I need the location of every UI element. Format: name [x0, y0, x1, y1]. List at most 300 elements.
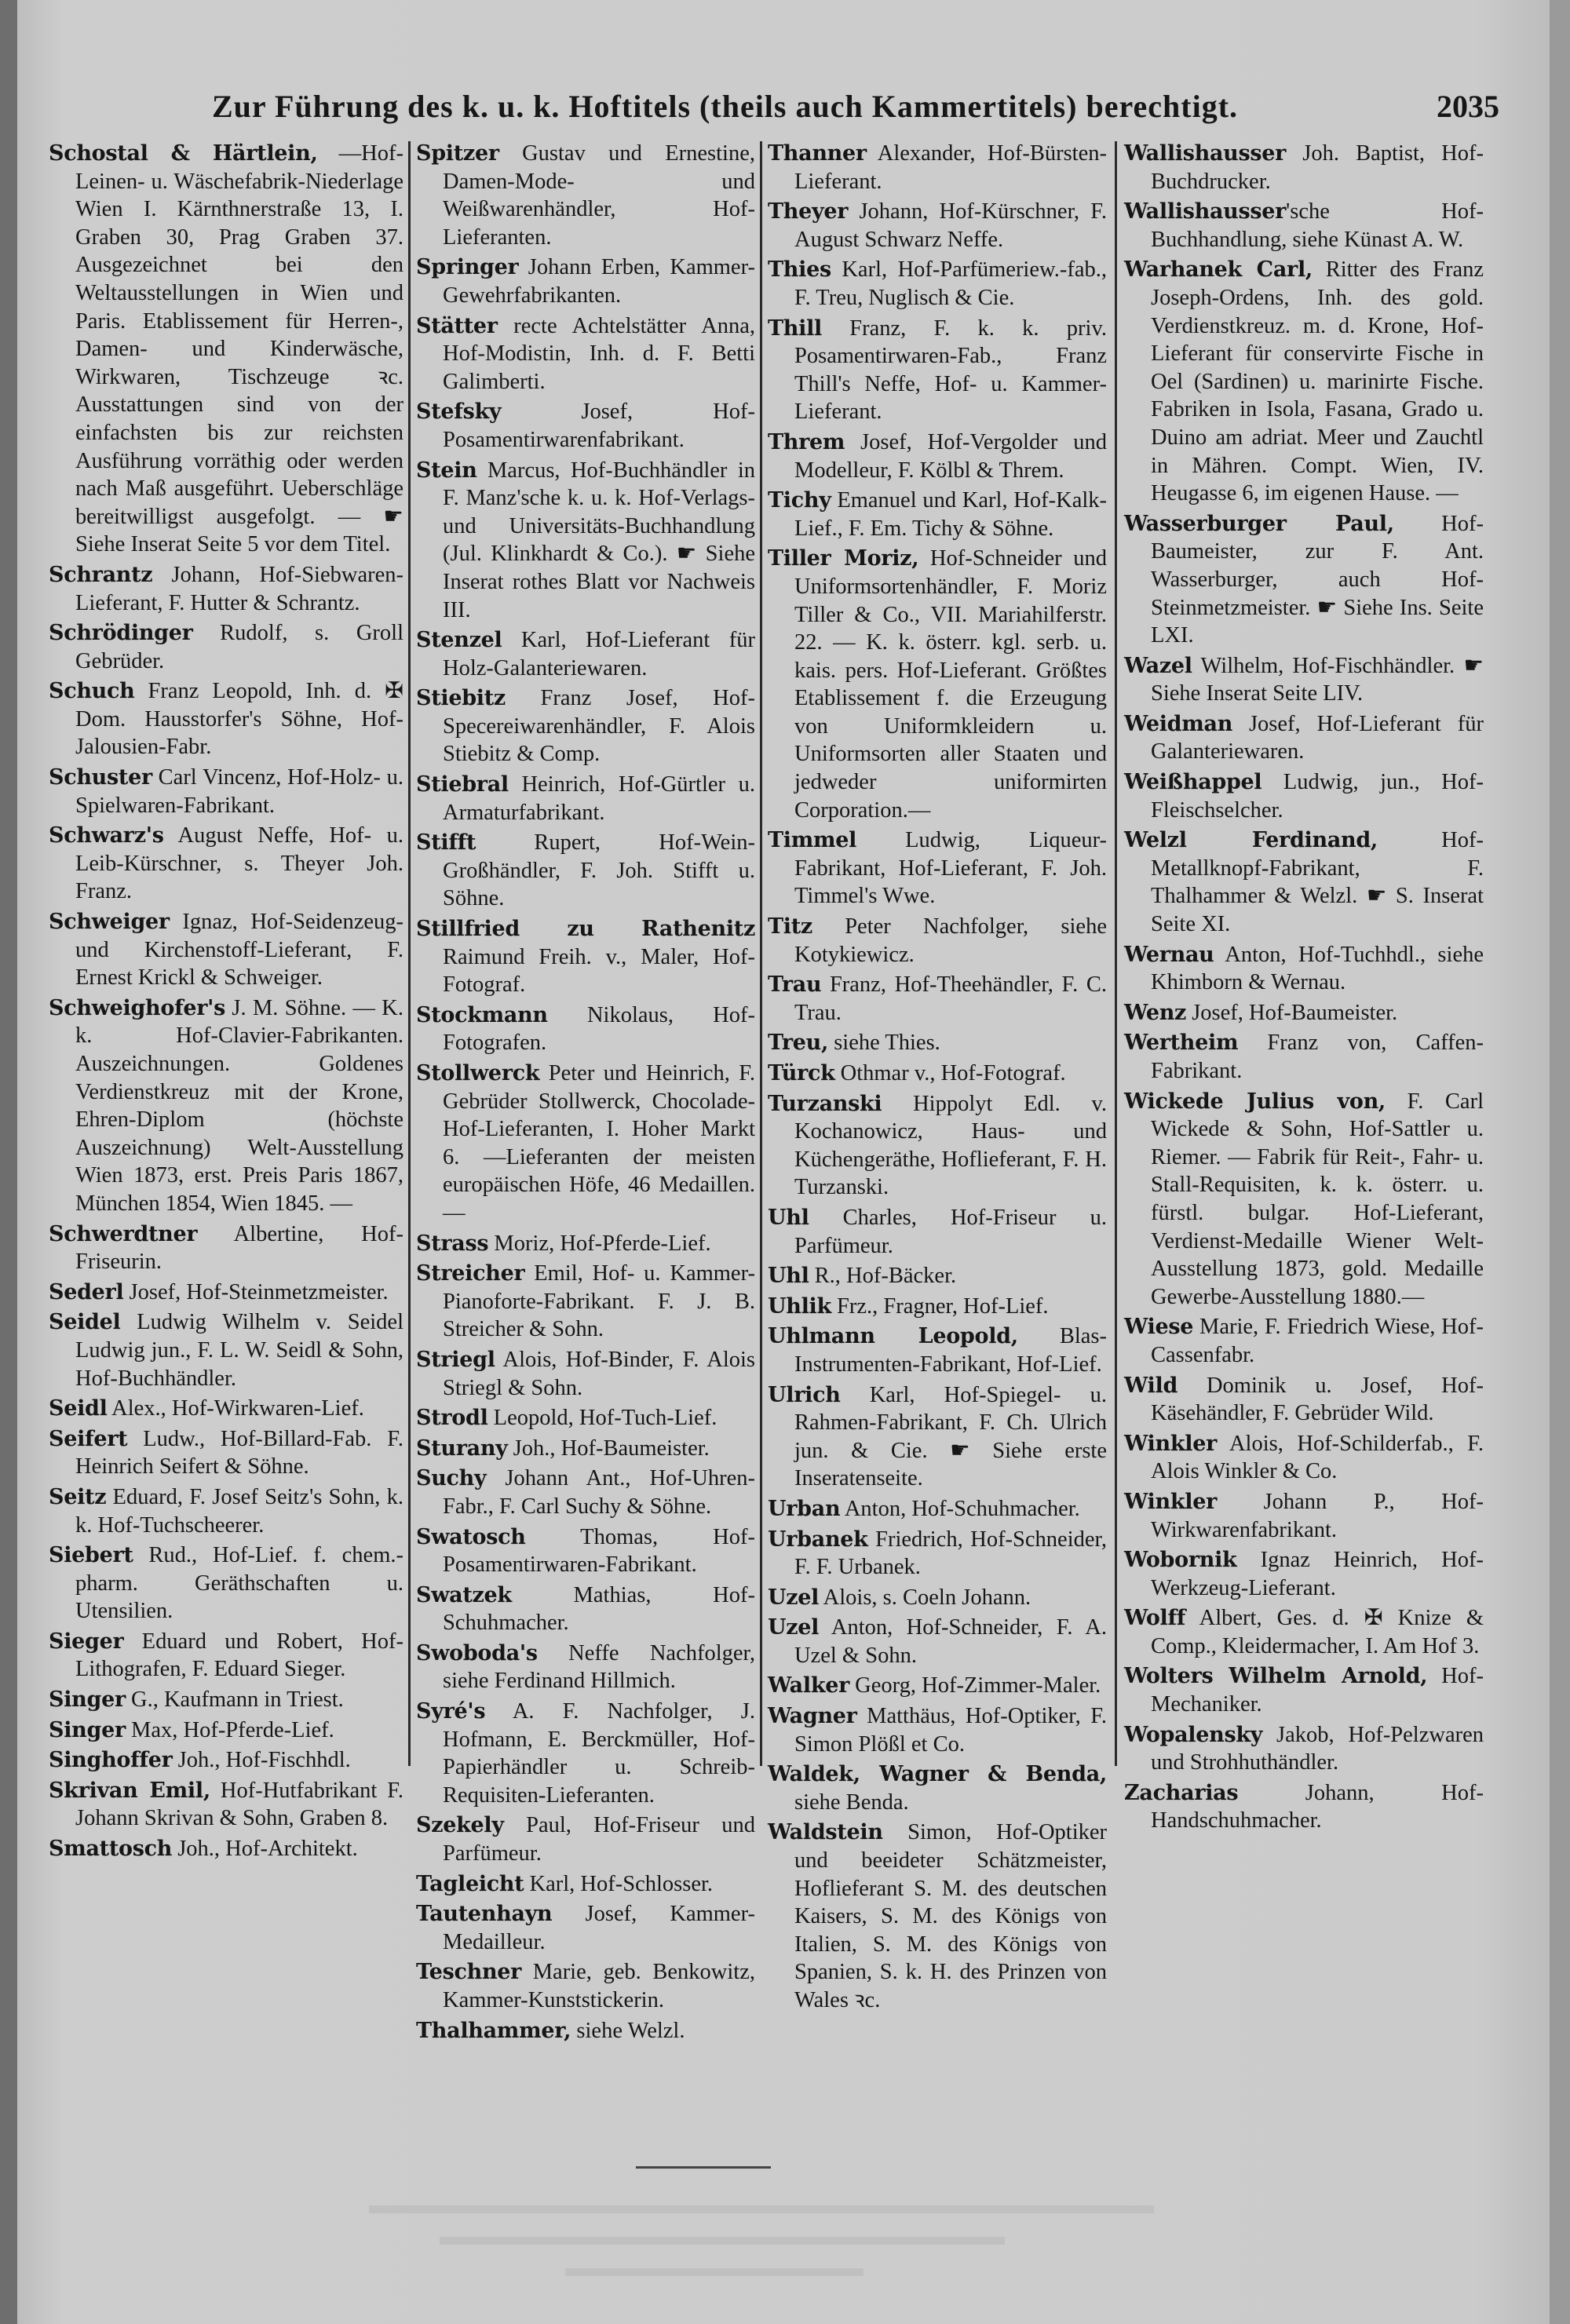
entry-name: Stätter — [416, 313, 498, 338]
entry-text: —Hof-Leinen- u. Wäschefabrik-Niederlage Wien I. Kärnthnerstraße 13, I. Graben 30, Prag Graben 37. Ausgezeichnet bei den Weltausstellungen in Wien und Paris. Etablissement für Herren-, Damen- und Kinderwäsche, Wirkwaren, Tischzeuge ꝛc. Ausstattungen sind von der einfachsten bis zur reichsten Ausführung vorräthig oder werden nach Maß ausgeführt. Ueberschläge bereitwilligst ausgefolgt. — ☛ Siehe Inserat Seite 5 vor dem Titel. — [75, 141, 403, 557]
entry-name: Uzel — [768, 1615, 820, 1640]
entry-text: August Neffe, Hof- u. Leib-Kürschner, s. Theyer Joh. Franz. — [75, 823, 403, 904]
entry-name: Tautenhayn — [416, 1902, 553, 1927]
directory-entry — [1124, 652, 1484, 708]
entry-name: Titz — [768, 914, 812, 939]
entry-text: Johann, Hof-Handschuhmacher. — [1151, 1780, 1484, 1833]
entry-text: Jakob, Hof-Pelzwaren und Strohhuthändler. — [1151, 1722, 1484, 1775]
directory-entry — [416, 1230, 755, 1258]
directory-entry — [416, 1260, 755, 1344]
directory-entry — [768, 1495, 1107, 1523]
entry-text: Friedrich, Hof-Schneider, F. F. Urbanek. — [794, 1527, 1107, 1580]
entry-name: Wenz — [1124, 1000, 1187, 1025]
directory-entry — [416, 829, 755, 913]
scan-edge-left — [0, 0, 19, 2324]
directory-entry — [416, 1060, 755, 1228]
entry-name: Streicher — [416, 1261, 525, 1286]
directory-entry — [768, 429, 1107, 484]
directory-entry — [416, 312, 755, 396]
directory-entry — [1124, 941, 1484, 997]
entry-text: Paul, Hof-Friseur und Parfümeur. — [443, 1813, 755, 1866]
entry-text: Marie, geb. Benkowitz, Kammer-Kunststickerin. — [443, 1960, 755, 2012]
entry-text: Peter Nachfolger, siehe Kotykiewicz. — [794, 914, 1107, 967]
entry-text: Max, Hof-Pferde-Lief. — [125, 1717, 334, 1742]
directory-entry — [49, 1746, 403, 1775]
directory-entry — [768, 1029, 1107, 1057]
entry-text: Johann, Hof-Kürschner, F. August Schwarz Neffe. — [794, 199, 1107, 252]
directory-entry — [768, 1323, 1107, 1378]
entry-text: Hof-Schneider und Uniformsortenhändler, F. Moriz Tiller & Co., VII. Mariahilferstr. 22. — K. k. österr. kgl. serb. u. kais. pers. Hof-Lieferant. Größtes Etablissement f. die Erzeugung von Uniformkleidern u. Uniformsorten aller Staaten und jedweder uniformirten Corporation.— — [794, 546, 1107, 823]
directory-entry — [768, 487, 1107, 542]
entry-name: Swatosch — [416, 1524, 526, 1549]
entry-text: Marcus, Hof-Buchhändler in F. Manz'sche k. u. k. Hof-Verlags- und Universitäts-Buchhandlung (Jul. Klinkhardt & Co.). ☛ Siehe Inserat rothes Blatt vor Nachweis III. — [443, 458, 755, 622]
bleed-through-line — [565, 2268, 864, 2276]
entry-name: Seidel — [49, 1310, 121, 1335]
directory-entry — [416, 1523, 755, 1579]
entry-text: Josef, Hof-Steinmetzmeister. — [123, 1279, 389, 1304]
entry-name: Schostal & Härtlein, — [49, 141, 318, 166]
entry-text: Marie, F. Friedrich Wiese, Hof-Cassenfabr. — [1151, 1315, 1484, 1367]
entry-name: Wernau — [1124, 942, 1214, 967]
entry-name: Uhl — [768, 1264, 809, 1289]
entry-text: Ignaz Heinrich, Hof-Werkzeug-Lieferant. — [1151, 1548, 1484, 1600]
entry-name: Stein — [416, 458, 477, 483]
entry-name: Springer — [416, 255, 519, 280]
entry-text: Ignaz, Hof-Seidenzeug- und Kirchenstoff-Lieferant, F. Ernest Krickl & Schweiger. — [75, 910, 403, 991]
entry-text: Hippolyt Edl. v. Kochanowicz, Haus- und Küchengeräthe, Hoflieferant, F. H. Turzanski. — [794, 1091, 1107, 1200]
entry-text: Neffe Nachfolger, siehe Ferdinand Hillmich. — [443, 1640, 755, 1694]
entry-name: Strodl — [416, 1406, 488, 1431]
entry-name: Schweiger — [49, 910, 170, 935]
entry-text: Othmar v., Hof-Fotograf. — [834, 1061, 1066, 1085]
directory-entry — [1124, 1779, 1484, 1835]
directory-entry — [416, 684, 755, 768]
entry-name: Stifft — [416, 830, 476, 856]
entry-name: Threm — [768, 429, 845, 454]
entry-text: Ludw., Hof-Billard-Fab. F. Heinrich Seifert & Söhne. — [75, 1426, 403, 1479]
entry-name: Swatzek — [416, 1582, 512, 1607]
entry-name: Wertheim — [1124, 1031, 1239, 1056]
directory-entry — [1124, 1088, 1484, 1312]
header-title: Zur Führung des k. u. k. Hoftitels (theils auch Kammertitels) berechtigt. — [212, 89, 1239, 124]
column-3 — [768, 140, 1107, 2017]
directory-entry — [416, 1001, 755, 1057]
entry-text: Franz, Hof-Theehändler, F. C. Trau. — [794, 972, 1107, 1025]
entry-text: Johann P., Hof-Wirkwarenfabrikant. — [1151, 1489, 1484, 1542]
entry-text: Franz von, Caffen-Fabrikant. — [1151, 1031, 1484, 1083]
directory-entry — [49, 1279, 403, 1307]
entry-name: Striegl — [416, 1347, 495, 1372]
entry-text: Anton, Hof-Schuhmacher. — [840, 1496, 1080, 1521]
directory-entry — [768, 140, 1107, 195]
entry-name: Stiebitz — [416, 686, 506, 711]
bleed-through-line — [440, 2237, 1005, 2245]
directory-entry — [49, 822, 403, 906]
entry-text: Franz Leopold, Inh. d. ✠ Dom. Hausstorfer's Söhne, Hof-Jalousien-Fabr. — [75, 679, 403, 760]
entry-text: Ritter des Franz Joseph-Ordens, Inh. des gold. Verdienstkreuz. m. d. Krone, Hof-Lieferant für conservirte Fische in Oel (Sardinen) u. marinirte Fische. Fabriken in Isola, Fasana, Grado u. Duino am adriat. Meer und Zauchtl in Mähren. Compt. Wien, IV. Heugasse 6, im eigenen Hause. — — [1151, 257, 1484, 506]
entry-text: Mathias, Hof-Schuhmacher. — [443, 1582, 755, 1636]
entry-name: Wagner — [768, 1704, 857, 1729]
entry-name: Schuster — [49, 765, 152, 790]
entry-name: Weidman — [1124, 711, 1233, 736]
entry-text: siehe Thies. — [828, 1031, 940, 1056]
entry-text: Josef, Hof-Lieferant für Galanteriewaren. — [1151, 711, 1484, 764]
entry-text: Wilhelm, Hof-Fischhändler. ☛ Siehe Inserat Seite LIV. — [1151, 653, 1484, 706]
directory-entry — [768, 913, 1107, 969]
entry-text: Ludwig, jun., Hof-Fleischselcher. — [1151, 770, 1484, 823]
entry-name: Stiebral — [416, 772, 509, 797]
directory-entry — [768, 1293, 1107, 1321]
column-rule — [408, 141, 411, 1766]
entry-name: Sieger — [49, 1629, 124, 1654]
entry-name: Uzel — [768, 1585, 820, 1610]
entry-name: Skrivan Emil, — [49, 1778, 210, 1803]
directory-entry — [768, 256, 1107, 312]
directory-entry — [768, 1672, 1107, 1700]
directory-entry — [416, 1900, 755, 1956]
entry-name: Wobornik — [1124, 1548, 1237, 1573]
directory-entry — [1124, 1029, 1484, 1085]
directory-entry — [768, 1819, 1107, 2014]
end-rule — [636, 2166, 771, 2169]
directory-entry — [416, 1404, 755, 1432]
directory-entry — [1124, 1721, 1484, 1777]
entry-text: Karl, Hof-Parfümeriew.-fab., F. Treu, Nuglisch & Cie. — [794, 257, 1107, 310]
entry-text: Charles, Hof-Friseur u. Parfümeur. — [794, 1205, 1107, 1258]
directory-entry — [1124, 826, 1484, 938]
entry-text: Emanuel und Karl, Hof-Kalk-Lief., F. Em. Tichy & Söhne. — [794, 488, 1107, 541]
directory-entry — [49, 994, 403, 1218]
entry-name: Zacharias — [1124, 1780, 1239, 1805]
entry-text: Franz, F. k. k. priv. Posamentirwaren-Fab., Franz Thill's Neffe, Hof- u. Kammer-Lieferant. — [794, 316, 1107, 425]
entry-name: Stefsky — [416, 399, 502, 425]
directory-entry — [49, 1717, 403, 1745]
directory-entry — [416, 1870, 755, 1899]
entry-text: Hof-Hutfabrikant F. Johann Skrivan & Sohn, Graben 8. — [75, 1778, 403, 1831]
entry-text: siehe Benda. — [794, 1790, 909, 1815]
entry-text: Karl, Hof-Lieferant für Holz-Galanteriewaren. — [443, 628, 755, 680]
entry-text: Nikolaus, Hof-Fotografen. — [443, 1002, 755, 1056]
entry-text: Franz Josef, Hof-Specereiwarenhändler, F. Alois Stiebitz & Comp. — [443, 686, 755, 767]
entry-name: Ulrich — [768, 1382, 841, 1407]
entry-name: Wallishausser — [1124, 199, 1287, 224]
entry-text: Joh., Hof-Fischhdl. — [172, 1748, 351, 1773]
entry-name: Urban — [768, 1496, 841, 1521]
entry-text: Johann, Hof-Siebwaren-Lieferant, F. Hutter & Schrantz. — [75, 562, 403, 615]
entry-text: G., Kaufmann in Triest. — [125, 1687, 344, 1713]
entry-text: Dominik u. Josef, Hof-Käsehändler, F. Gebrüder Wild. — [1151, 1373, 1484, 1426]
entry-text: Karl, Hof-Schlosser. — [524, 1871, 714, 1896]
entry-text: Matthäus, Hof-Optiker, F. Simon Plößl et Co. — [794, 1704, 1107, 1757]
entry-text: Moriz, Hof-Pferde-Lief. — [488, 1231, 711, 1256]
entry-name: Wolters Wilhelm Arnold, — [1124, 1664, 1428, 1689]
directory-entry — [416, 1465, 755, 1520]
entry-name: Theyer — [768, 199, 849, 224]
entry-text: Anton, Hof-Schneider, F. A. Uzel & Sohn. — [794, 1615, 1107, 1668]
entry-name: Urbanek — [768, 1527, 868, 1552]
entry-text: Raimund Freih. v., Maler, Hof-Fotograf. — [443, 944, 755, 998]
directory-entry — [768, 826, 1107, 910]
directory-entry — [416, 771, 755, 826]
entry-text: Eduard und Robert, Hof-Lithografen, F. Eduard Sieger. — [75, 1629, 403, 1682]
entry-name: Stollwerck — [416, 1061, 540, 1085]
directory-entry — [1124, 140, 1484, 195]
directory-entry — [1124, 1662, 1484, 1718]
entry-name: Wickede Julius von, — [1124, 1089, 1386, 1114]
directory-entry — [768, 1090, 1107, 1202]
entry-name: Szekely — [416, 1813, 504, 1838]
column-rule — [1115, 141, 1117, 1766]
directory-entry — [49, 764, 403, 819]
entry-text: Alois, Hof-Schilderfab., F. Alois Winkler & Co. — [1151, 1431, 1484, 1484]
entry-name: Suchy — [416, 1466, 487, 1491]
entry-text: 'sche Hof-Buchhandlung, siehe Künast A. W. — [1151, 199, 1484, 252]
directory-entry — [416, 1582, 755, 1637]
entry-name: Türck — [768, 1061, 835, 1085]
entry-text: Albert, Ges. d. ✠ Knize & Comp., Kleidermacher, I. Am Hof 3. — [1151, 1606, 1484, 1658]
directory-entry — [416, 1698, 755, 1809]
directory-entry — [416, 915, 755, 999]
directory-entry — [1124, 198, 1484, 254]
directory-entry — [768, 1060, 1107, 1088]
directory-entry — [49, 1395, 403, 1423]
entry-name: Singer — [49, 1687, 126, 1713]
entry-text: Hof-Baumeister, zur F. Ant. Wasserburger, auch Hof-Steinmetzmeister. ☛ Siehe Ins. Seite LXI. — [1151, 511, 1484, 648]
entry-name: Wiese — [1124, 1315, 1194, 1340]
directory-entry — [768, 198, 1107, 254]
entry-text: Anton, Hof-Tuchhdl., siehe Khimborn & Wernau. — [1151, 942, 1484, 995]
entry-name: Waldstein — [768, 1820, 883, 1845]
entry-name: Treu, — [768, 1031, 829, 1056]
directory-entry — [768, 315, 1107, 426]
entry-text: Carl Vincenz, Hof-Holz- u. Spielwaren-Fabrikant. — [75, 765, 403, 818]
entry-name: Sederl — [49, 1279, 124, 1304]
entry-name: Thanner — [768, 141, 867, 166]
entry-name: Tiller Moriz, — [768, 546, 919, 571]
entry-name: Wazel — [1124, 653, 1192, 678]
column-4 — [1124, 140, 1484, 1837]
entry-name: Spitzer — [416, 141, 499, 166]
directory-entry — [1124, 1372, 1484, 1428]
directory-entry — [49, 1541, 403, 1625]
directory-entry — [768, 1760, 1107, 1816]
directory-entry — [416, 140, 755, 251]
entry-text: recte Achtelstätter Anna, Hof-Modistin, Inh. d. F. Betti Galimberti. — [443, 313, 755, 394]
directory-entry — [49, 1425, 403, 1481]
entry-name: Stillfried zu Rathenitz — [416, 917, 755, 942]
directory-entry — [1124, 1488, 1484, 1544]
entry-text: Ludwig Wilhelm v. Seidel Ludwig jun., F. L. W. Seidl & Sohn, Hof-Buchhändler. — [75, 1310, 403, 1391]
entry-name: Singer — [49, 1717, 126, 1742]
directory-entry — [49, 1777, 403, 1833]
directory-entry — [1124, 1546, 1484, 1602]
entry-text: Eduard, F. Josef Seitz's Sohn, k. k. Hof-Tuchscheerer. — [75, 1484, 403, 1538]
entry-text: Hof-Mechaniker. — [1151, 1664, 1484, 1717]
scan-edge-right — [1550, 0, 1570, 2324]
directory-entry — [49, 1628, 403, 1684]
directory-entry — [768, 1204, 1107, 1260]
entry-name: Wallishausser — [1124, 141, 1287, 166]
entry-text: Leopold, Hof-Tuch-Lief. — [487, 1406, 717, 1431]
entry-name: Tagleicht — [416, 1871, 524, 1896]
entry-name: Seitz — [49, 1484, 107, 1509]
entry-name: Winkler — [1124, 1431, 1218, 1456]
running-header — [212, 88, 1499, 127]
entry-text: Simon, Hof-Optiker und beeideter Schätzmeister, Hoflieferant S. M. des deutschen Kaisers, S. M. des Königs von Italien, S. M. des Königs von Spanien, S. k. H. des Prinzen von Wales ꝛc. — [794, 1820, 1107, 2012]
directory-entry — [768, 1702, 1107, 1758]
directory-entry — [1124, 1313, 1484, 1369]
entry-text: Alois, Hof-Binder, F. Alois Striegl & Sohn. — [443, 1347, 755, 1400]
directory-entry — [1124, 999, 1484, 1027]
entry-name: Tichy — [768, 488, 831, 513]
entry-name: Turzanski — [768, 1091, 882, 1116]
entry-name: Wopalensky — [1124, 1722, 1263, 1747]
entry-text: Joh. Baptist, Hof-Buchdrucker. — [1151, 141, 1484, 194]
column-1 — [49, 140, 403, 1866]
directory-entry — [49, 1220, 403, 1276]
entry-name: Stenzel — [416, 628, 502, 653]
entry-text: Alex., Hof-Wirkwaren-Lief. — [107, 1396, 364, 1421]
entry-name: Weißhappel — [1124, 770, 1262, 795]
directory-entry — [49, 1835, 403, 1863]
directory-entry — [1124, 768, 1484, 824]
entry-name: Thill — [768, 316, 822, 341]
directory-entry — [416, 2017, 755, 2045]
entry-name: Schuch — [49, 679, 135, 704]
entry-text: Josef, Kammer-Medailleur. — [443, 1902, 755, 1954]
entry-name: Wild — [1124, 1373, 1178, 1398]
entry-text: Gustav und Ernestine, Damen-Mode- und Weißwarenhändler, Hof-Lieferanten. — [443, 141, 755, 250]
entry-name: Schweighofer's — [49, 995, 226, 1020]
entry-name: Waldek, Wagner & Benda, — [768, 1762, 1107, 1787]
entry-text: Josef, Hof-Vergolder und Modelleur, F. Kölbl & Threm. — [794, 429, 1107, 483]
directory-entry — [768, 1614, 1107, 1669]
directory-entry — [49, 908, 403, 992]
entry-text: Josef, Hof-Baumeister. — [1186, 1000, 1398, 1025]
entry-name: Swoboda's — [416, 1640, 538, 1665]
entry-name: Timmel — [768, 828, 857, 853]
column-rule — [760, 141, 762, 1766]
entry-name: Singhoffer — [49, 1748, 173, 1773]
directory-entry — [768, 1584, 1107, 1612]
directory-entry — [768, 1526, 1107, 1582]
entry-text: Joh., Hof-Baumeister. — [507, 1436, 710, 1461]
entry-name: Thalhammer, — [416, 2018, 571, 2043]
entry-text: Johann Ant., Hof-Uhren-Fabr., F. Carl Suchy & Söhne. — [443, 1466, 755, 1519]
directory-entry — [416, 1958, 755, 2014]
column-2 — [416, 140, 755, 2047]
entry-name: Schwerdtner — [49, 1221, 198, 1246]
entry-name: Syré's — [416, 1699, 486, 1724]
directory-entry — [416, 457, 755, 625]
directory-entry — [49, 140, 403, 559]
entry-text: R., Hof-Bäcker. — [809, 1264, 957, 1289]
entry-name: Uhlmann Leopold, — [768, 1324, 1018, 1349]
entry-text: Alexander, Hof-Bürsten-Lieferant. — [794, 141, 1107, 194]
directory-entry — [416, 1346, 755, 1402]
entry-text: Emil, Hof- u. Kammer-Pianoforte-Fabrikant. F. J. B. Streicher & Sohn. — [443, 1261, 755, 1342]
directory-entry — [1124, 1604, 1484, 1660]
page-number: 2035 — [1437, 89, 1499, 124]
directory-entry — [416, 398, 755, 454]
entry-name: Wolff — [1124, 1606, 1186, 1631]
entry-name: Walker — [768, 1673, 850, 1698]
entry-text: Peter und Heinrich, F. Gebrüder Stollwerck, Chocolade-Hof-Lieferanten, I. Hoher Markt 6. —Lieferanten der meisten europäischen Höfe, 46 Medaillen.— — [443, 1061, 755, 1225]
entry-name: Schrödinger — [49, 621, 193, 646]
entry-text: A. F. Nachfolger, J. Hofmann, E. Berckmüller, Hof-Papierhändler u. Schreib-Requisiten-Lieferanten. — [443, 1699, 755, 1808]
entry-text: Thomas, Hof-Posamentirwaren-Fabrikant. — [443, 1524, 755, 1578]
entry-text: Joh., Hof-Architekt. — [172, 1837, 358, 1862]
entry-name: Siebert — [49, 1543, 133, 1568]
entry-name: Seifert — [49, 1426, 128, 1451]
entry-text: Rud., Hof-Lief. f. chem.-pharm. Geräthschaften u. Utensilien. — [75, 1543, 403, 1624]
entry-name: Uhlik — [768, 1293, 831, 1319]
directory-entry — [49, 619, 403, 675]
entry-text: siehe Welzl. — [571, 2018, 685, 2043]
entry-text: F. Carl Wickede & Sohn, Hof-Sattler u. Riemer. — Fabrik für Reit-, Fahr- u. Stall-Requisiten, k. k. österr. u. fürstl. bulgar. Hof-Lieferant, Verdienst-Medaille Wiener Welt-Ausstellung 1873, gold. Medaille Gewerbe-Ausstellung 1880.— — [1151, 1089, 1484, 1309]
entry-name: Sturany — [416, 1436, 508, 1461]
entry-name: Teschner — [416, 1960, 522, 1985]
entry-text: Alois, s. Coeln Johann. — [819, 1585, 1031, 1610]
entry-text: Heinrich, Hof-Gürtler u. Armaturfabrikant. — [443, 772, 755, 825]
entry-text: Blas-Instrumenten-Fabrikant, Hof-Lief. — [794, 1324, 1107, 1377]
entry-text: J. M. Söhne. — K. k. Hof-Clavier-Fabrikanten. Auszeichnungen. Goldenes Verdienstkreuz mit der Krone, Ehren-Diplom (höchste Auszeichnung) Welt-Ausstellung Wien 1873, erst. Preis Paris 1867, München 1854, Wien 1845. — — [75, 995, 403, 1216]
entry-text: Rupert, Hof-Wein-Großhändler, F. Joh. Stifft u. Söhne. — [443, 830, 755, 911]
directory-entry — [416, 254, 755, 309]
directory-entry — [49, 561, 403, 617]
entry-text: Georg, Hof-Zimmer-Maler. — [849, 1673, 1101, 1698]
directory-entry — [768, 1262, 1107, 1290]
entry-name: Stockmann — [416, 1002, 548, 1027]
entry-text: Johann Erben, Kammer-Gewehrfabrikanten. — [443, 255, 755, 308]
directory-entry — [768, 971, 1107, 1027]
entry-text: Frz., Fragner, Hof-Lief. — [831, 1293, 1049, 1319]
bleed-through-line — [369, 2205, 1154, 2213]
directory-entry — [416, 1811, 755, 1867]
entry-text: Josef, Hof-Posamentirwarenfabrikant. — [443, 399, 755, 452]
entry-text: Albertine, Hof-Friseurin. — [75, 1221, 403, 1275]
directory-entry — [1124, 710, 1484, 766]
entry-name: Uhl — [768, 1205, 809, 1230]
directory-entry — [49, 1483, 403, 1539]
entry-name: Warhanek Carl, — [1124, 257, 1313, 283]
directory-entry — [416, 626, 755, 682]
entry-name: Wasserburger Paul, — [1124, 511, 1394, 536]
entry-name: Winkler — [1124, 1489, 1218, 1514]
directory-entry — [1124, 510, 1484, 650]
directory-entry — [49, 1686, 403, 1714]
entry-text: Hof-Metallknopf-Fabrikant, F. Thalhammer & Welzl. ☛ S. Inserat Seite XI. — [1151, 828, 1484, 937]
directory-entry — [49, 677, 403, 761]
entry-name: Strass — [416, 1231, 489, 1256]
directory-entry — [768, 545, 1107, 824]
entry-name: Schwarz's — [49, 823, 164, 848]
entry-name: Smattosch — [49, 1837, 173, 1862]
entry-text: Ludwig, Liqueur-Fabrikant, Hof-Lieferant, F. Joh. Timmel's Wwe. — [794, 828, 1107, 909]
entry-name: Trau — [768, 972, 822, 998]
entry-name: Thies — [768, 257, 831, 283]
entry-name: Welzl Ferdinand, — [1124, 828, 1378, 853]
directory-entry — [1124, 256, 1484, 507]
entry-text: Rudolf, s. Groll Gebrüder. — [75, 621, 403, 673]
entry-name: Seidl — [49, 1396, 108, 1421]
directory-entry — [768, 1381, 1107, 1493]
directory-entry — [49, 1308, 403, 1392]
directory-entry — [416, 1640, 755, 1695]
entry-name: Schrantz — [49, 562, 153, 587]
entry-text: Karl, Hof-Spiegel- u. Rahmen-Fabrikant, F. Ch. Ulrich jun. & Cie. ☛ Siehe erste Inseratenseite. — [794, 1382, 1107, 1491]
directory-entry — [1124, 1430, 1484, 1486]
